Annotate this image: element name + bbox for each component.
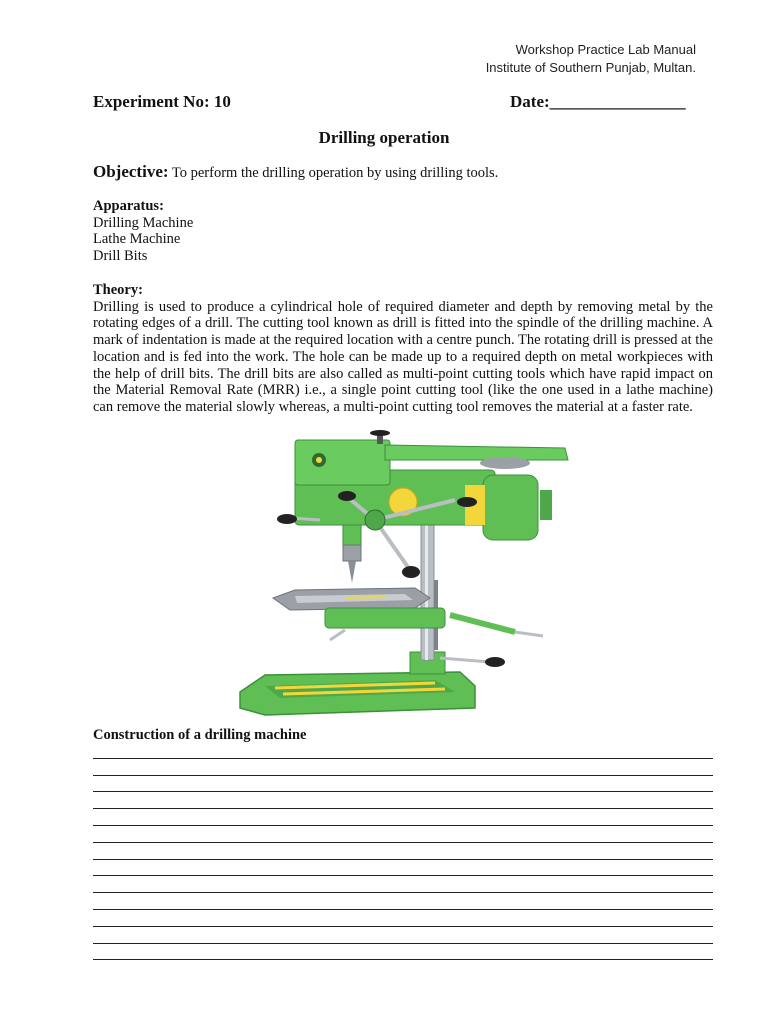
- page-title: Drilling operation: [318, 128, 450, 147]
- answer-line[interactable]: [93, 826, 713, 843]
- objective: [93, 162, 498, 182]
- answer-line[interactable]: [93, 876, 713, 893]
- theory-body: Drilling is used to produce a cylindrical hole of required diameter and depth by removing metal by the rotating edges of a drill. The cutting tool known as drill is fitted into the spindle of the drilling machine. A mark of indentation is made at the required location with a centre punch. The rotating drill is pressed at the location and is fed into the work. The hole can be made up to a required depth on metal workpieces with the help of drill bits. The drill bits are also called as multi-point cutting tools which have rapid impact on the Material Removal Rate (MRR) i.e., a single point cutting tool (like the one used in a lathe machine) can remove the material slowly whereas, a multi-point cutting tool removes the material at a faster rate.: [93, 298, 713, 415]
- answer-lines[interactable]: [93, 742, 713, 960]
- manual-title: Workshop Practice Lab Manual: [515, 42, 696, 57]
- drilling-machine-illustration: [235, 430, 570, 728]
- apparatus-item: Lathe Machine: [93, 231, 181, 247]
- apparatus-item: Drilling Machine: [93, 214, 194, 231]
- theory-heading: Theory:: [93, 282, 143, 298]
- answer-line[interactable]: [93, 809, 713, 826]
- answer-line[interactable]: [93, 792, 713, 809]
- construction-heading: Construction of a drilling machine: [93, 727, 307, 743]
- answer-line[interactable]: [93, 742, 713, 759]
- institute-name: Institute of Southern Punjab, Multan.: [485, 60, 696, 75]
- answer-line[interactable]: [93, 860, 713, 877]
- answer-line[interactable]: [93, 776, 713, 793]
- manual-header: [486, 41, 696, 77]
- answer-line[interactable]: [93, 759, 713, 776]
- theory-section: [93, 282, 713, 416]
- answer-line[interactable]: [93, 893, 713, 910]
- objective-label: Objective:: [93, 162, 169, 181]
- apparatus-heading: Apparatus:: [93, 198, 164, 214]
- answer-line[interactable]: [93, 927, 713, 944]
- answer-line[interactable]: [93, 910, 713, 927]
- experiment-number: Experiment No: 10: [93, 92, 231, 111]
- answer-line[interactable]: [93, 944, 713, 961]
- answer-line[interactable]: [93, 843, 713, 860]
- apparatus-section: [93, 198, 193, 264]
- apparatus-item: Drill Bits: [93, 247, 148, 264]
- objective-text: To perform the drilling operation by using drilling tools.: [168, 165, 499, 181]
- date-field: Date:________________: [510, 92, 686, 111]
